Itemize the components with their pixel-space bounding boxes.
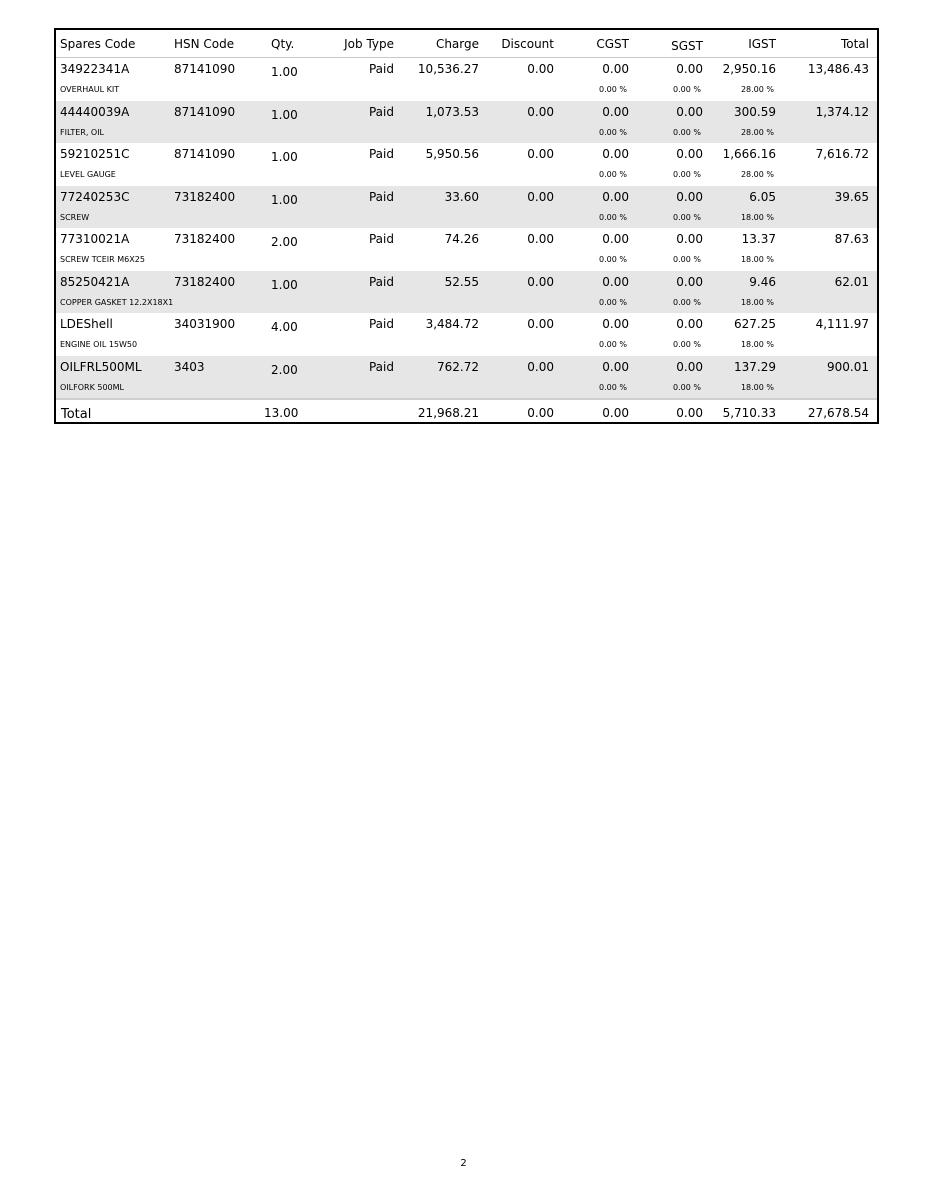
header-hsn-code: HSN Code <box>174 37 235 51</box>
row-total: 1,374.12 <box>815 104 869 119</box>
sgst-amount: 0.00 <box>676 359 703 374</box>
hsn-code: 73182400 <box>174 274 236 289</box>
hsn-code: 87141090 <box>174 147 236 161</box>
job-type: Paid <box>368 317 394 331</box>
igst-rate: 18.00 % <box>740 340 774 349</box>
sgst-rate: 0.00 % <box>673 170 701 179</box>
sgst-rate: 0.00 % <box>673 85 701 94</box>
header-job-type: Job Type <box>344 37 394 51</box>
igst-rate: 18.00 % <box>740 382 774 392</box>
totals-charge: 21,968.21 <box>417 406 479 420</box>
cgst-rate: 0.00 % <box>599 85 627 94</box>
row-total: 4,111.97 <box>815 317 869 331</box>
charge: 52.55 <box>444 274 479 289</box>
charge: 33.60 <box>444 189 479 204</box>
cgst-rate: 0.00 % <box>599 127 627 137</box>
igst-amount: 627.25 <box>734 317 776 331</box>
row-total: 900.01 <box>827 359 869 374</box>
table-row <box>56 356 877 399</box>
cgst-rate: 0.00 % <box>599 382 627 392</box>
header-igst: IGST <box>748 37 776 51</box>
header-spares-code: Spares Code <box>60 37 136 51</box>
charge: 74.26 <box>444 232 479 246</box>
spare-description: FILTER, OIL <box>60 127 105 137</box>
totals-total: 27,678.54 <box>807 406 869 420</box>
qty: 1.00 <box>271 107 298 122</box>
table-row <box>56 313 877 356</box>
cgst-amount: 0.00 <box>602 274 629 289</box>
job-type: Paid <box>368 104 394 119</box>
hsn-code: 3403 <box>174 359 205 374</box>
cgst-amount: 0.00 <box>602 189 629 204</box>
qty: 4.00 <box>271 320 298 334</box>
sgst-amount: 0.00 <box>676 189 703 204</box>
discount: 0.00 <box>527 62 554 76</box>
discount: 0.00 <box>527 189 554 204</box>
igst-rate: 28.00 % <box>740 170 774 179</box>
igst-rate: 18.00 % <box>740 297 774 307</box>
sgst-rate: 0.00 % <box>673 340 701 349</box>
cgst-amount: 0.00 <box>602 359 629 374</box>
charge: 1,073.53 <box>425 104 479 119</box>
cgst-amount: 0.00 <box>602 232 629 246</box>
discount: 0.00 <box>527 147 554 161</box>
row-total: 62.01 <box>834 274 869 289</box>
discount: 0.00 <box>527 232 554 246</box>
job-type: Paid <box>368 359 394 374</box>
job-type: Paid <box>368 274 394 289</box>
table-header <box>56 30 877 58</box>
igst-amount: 2,950.16 <box>722 62 776 76</box>
igst-rate: 28.00 % <box>740 127 774 137</box>
qty: 1.00 <box>271 192 298 207</box>
sgst-rate: 0.00 % <box>673 255 701 264</box>
igst-amount: 1,666.16 <box>722 147 776 161</box>
sgst-rate: 0.00 % <box>673 382 701 392</box>
table-row <box>56 58 877 101</box>
spare-code: 44440039A <box>60 104 130 119</box>
totals-discount: 0.00 <box>527 406 554 420</box>
cgst-rate: 0.00 % <box>599 340 627 349</box>
igst-rate: 18.00 % <box>740 212 774 222</box>
sgst-amount: 0.00 <box>676 232 703 246</box>
igst-rate: 18.00 % <box>740 255 774 264</box>
job-type: Paid <box>368 147 394 161</box>
spare-description: ENGINE OIL 15W50 <box>60 340 138 349</box>
igst-amount: 137.29 <box>734 359 776 374</box>
spare-code: 77310021A <box>60 232 130 246</box>
discount: 0.00 <box>527 104 554 119</box>
table-row <box>56 271 877 314</box>
qty: 1.00 <box>271 150 298 164</box>
spare-code: 77240253C <box>60 189 130 204</box>
job-type: Paid <box>368 62 394 76</box>
cgst-rate: 0.00 % <box>599 212 627 222</box>
igst-amount: 13.37 <box>741 232 776 246</box>
spare-code: OILFRL500ML <box>60 359 142 374</box>
spare-description: COPPER GASKET 12.2X18X1 <box>60 297 174 307</box>
igst-amount: 6.05 <box>749 189 776 204</box>
row-total: 7,616.72 <box>815 147 869 161</box>
charge: 10,536.27 <box>417 62 479 76</box>
header-discount: Discount <box>501 37 554 51</box>
hsn-code: 73182400 <box>174 189 236 204</box>
hsn-code: 34031900 <box>174 317 236 331</box>
sgst-amount: 0.00 <box>676 104 703 119</box>
table-row <box>56 186 877 229</box>
qty: 1.00 <box>271 277 298 292</box>
discount: 0.00 <box>527 274 554 289</box>
header-sgst: SGST <box>671 39 703 53</box>
page-number: 2 <box>460 1158 467 1169</box>
sgst-amount: 0.00 <box>676 317 703 331</box>
sgst-amount: 0.00 <box>676 147 703 161</box>
spare-code: 85250421A <box>60 274 130 289</box>
sgst-amount: 0.00 <box>676 62 703 76</box>
header-qty: Qty. <box>271 37 295 51</box>
sgst-amount: 0.00 <box>676 274 703 289</box>
job-type: Paid <box>368 232 394 246</box>
table-row <box>56 228 877 271</box>
row-total: 87.63 <box>834 232 869 246</box>
job-type: Paid <box>368 189 394 204</box>
spare-code: 34922341A <box>60 62 130 76</box>
hsn-code: 87141090 <box>174 104 236 119</box>
qty: 2.00 <box>271 362 298 377</box>
cgst-rate: 0.00 % <box>599 255 627 264</box>
totals-row <box>56 398 877 422</box>
cgst-amount: 0.00 <box>602 62 629 76</box>
spares-table <box>54 28 879 424</box>
table-row <box>56 101 877 144</box>
totals-igst: 5,710.33 <box>722 406 776 420</box>
spare-description: LEVEL GAUGE <box>60 170 116 179</box>
igst-rate: 28.00 % <box>740 85 774 94</box>
charge: 3,484.72 <box>425 317 479 331</box>
discount: 0.00 <box>527 359 554 374</box>
table-body <box>56 58 877 398</box>
igst-amount: 9.46 <box>749 274 776 289</box>
sgst-rate: 0.00 % <box>673 127 701 137</box>
spare-code: LDEShell <box>60 317 113 331</box>
hsn-code: 73182400 <box>174 232 236 246</box>
cgst-amount: 0.00 <box>602 317 629 331</box>
header-charge: Charge <box>435 37 479 51</box>
qty: 1.00 <box>271 65 298 79</box>
table-row <box>56 143 877 186</box>
spare-code: 59210251C <box>60 147 130 161</box>
totals-label: Total <box>61 407 92 422</box>
cgst-rate: 0.00 % <box>599 297 627 307</box>
spare-description: SCREW TCEIR M6X25 <box>60 255 145 264</box>
totals-cgst: 0.00 <box>602 406 629 420</box>
discount: 0.00 <box>527 317 554 331</box>
sgst-rate: 0.00 % <box>673 297 701 307</box>
spare-description: OILFORK 500ML <box>60 382 124 392</box>
igst-amount: 300.59 <box>734 104 776 119</box>
cgst-rate: 0.00 % <box>599 170 627 179</box>
spare-description: SCREW <box>60 212 90 222</box>
totals-qty: 13.00 <box>264 406 299 420</box>
header-total: Total <box>840 37 869 51</box>
header-cgst: CGST <box>596 37 629 51</box>
charge: 762.72 <box>437 359 479 374</box>
cgst-amount: 0.00 <box>602 147 629 161</box>
hsn-code: 87141090 <box>174 62 236 76</box>
row-total: 13,486.43 <box>807 62 869 76</box>
row-total: 39.65 <box>834 189 869 204</box>
totals-sgst: 0.00 <box>676 406 703 420</box>
sgst-rate: 0.00 % <box>673 212 701 222</box>
cgst-amount: 0.00 <box>602 104 629 119</box>
spare-description: OVERHAUL KIT <box>60 85 120 94</box>
charge: 5,950.56 <box>425 147 479 161</box>
qty: 2.00 <box>271 235 298 249</box>
